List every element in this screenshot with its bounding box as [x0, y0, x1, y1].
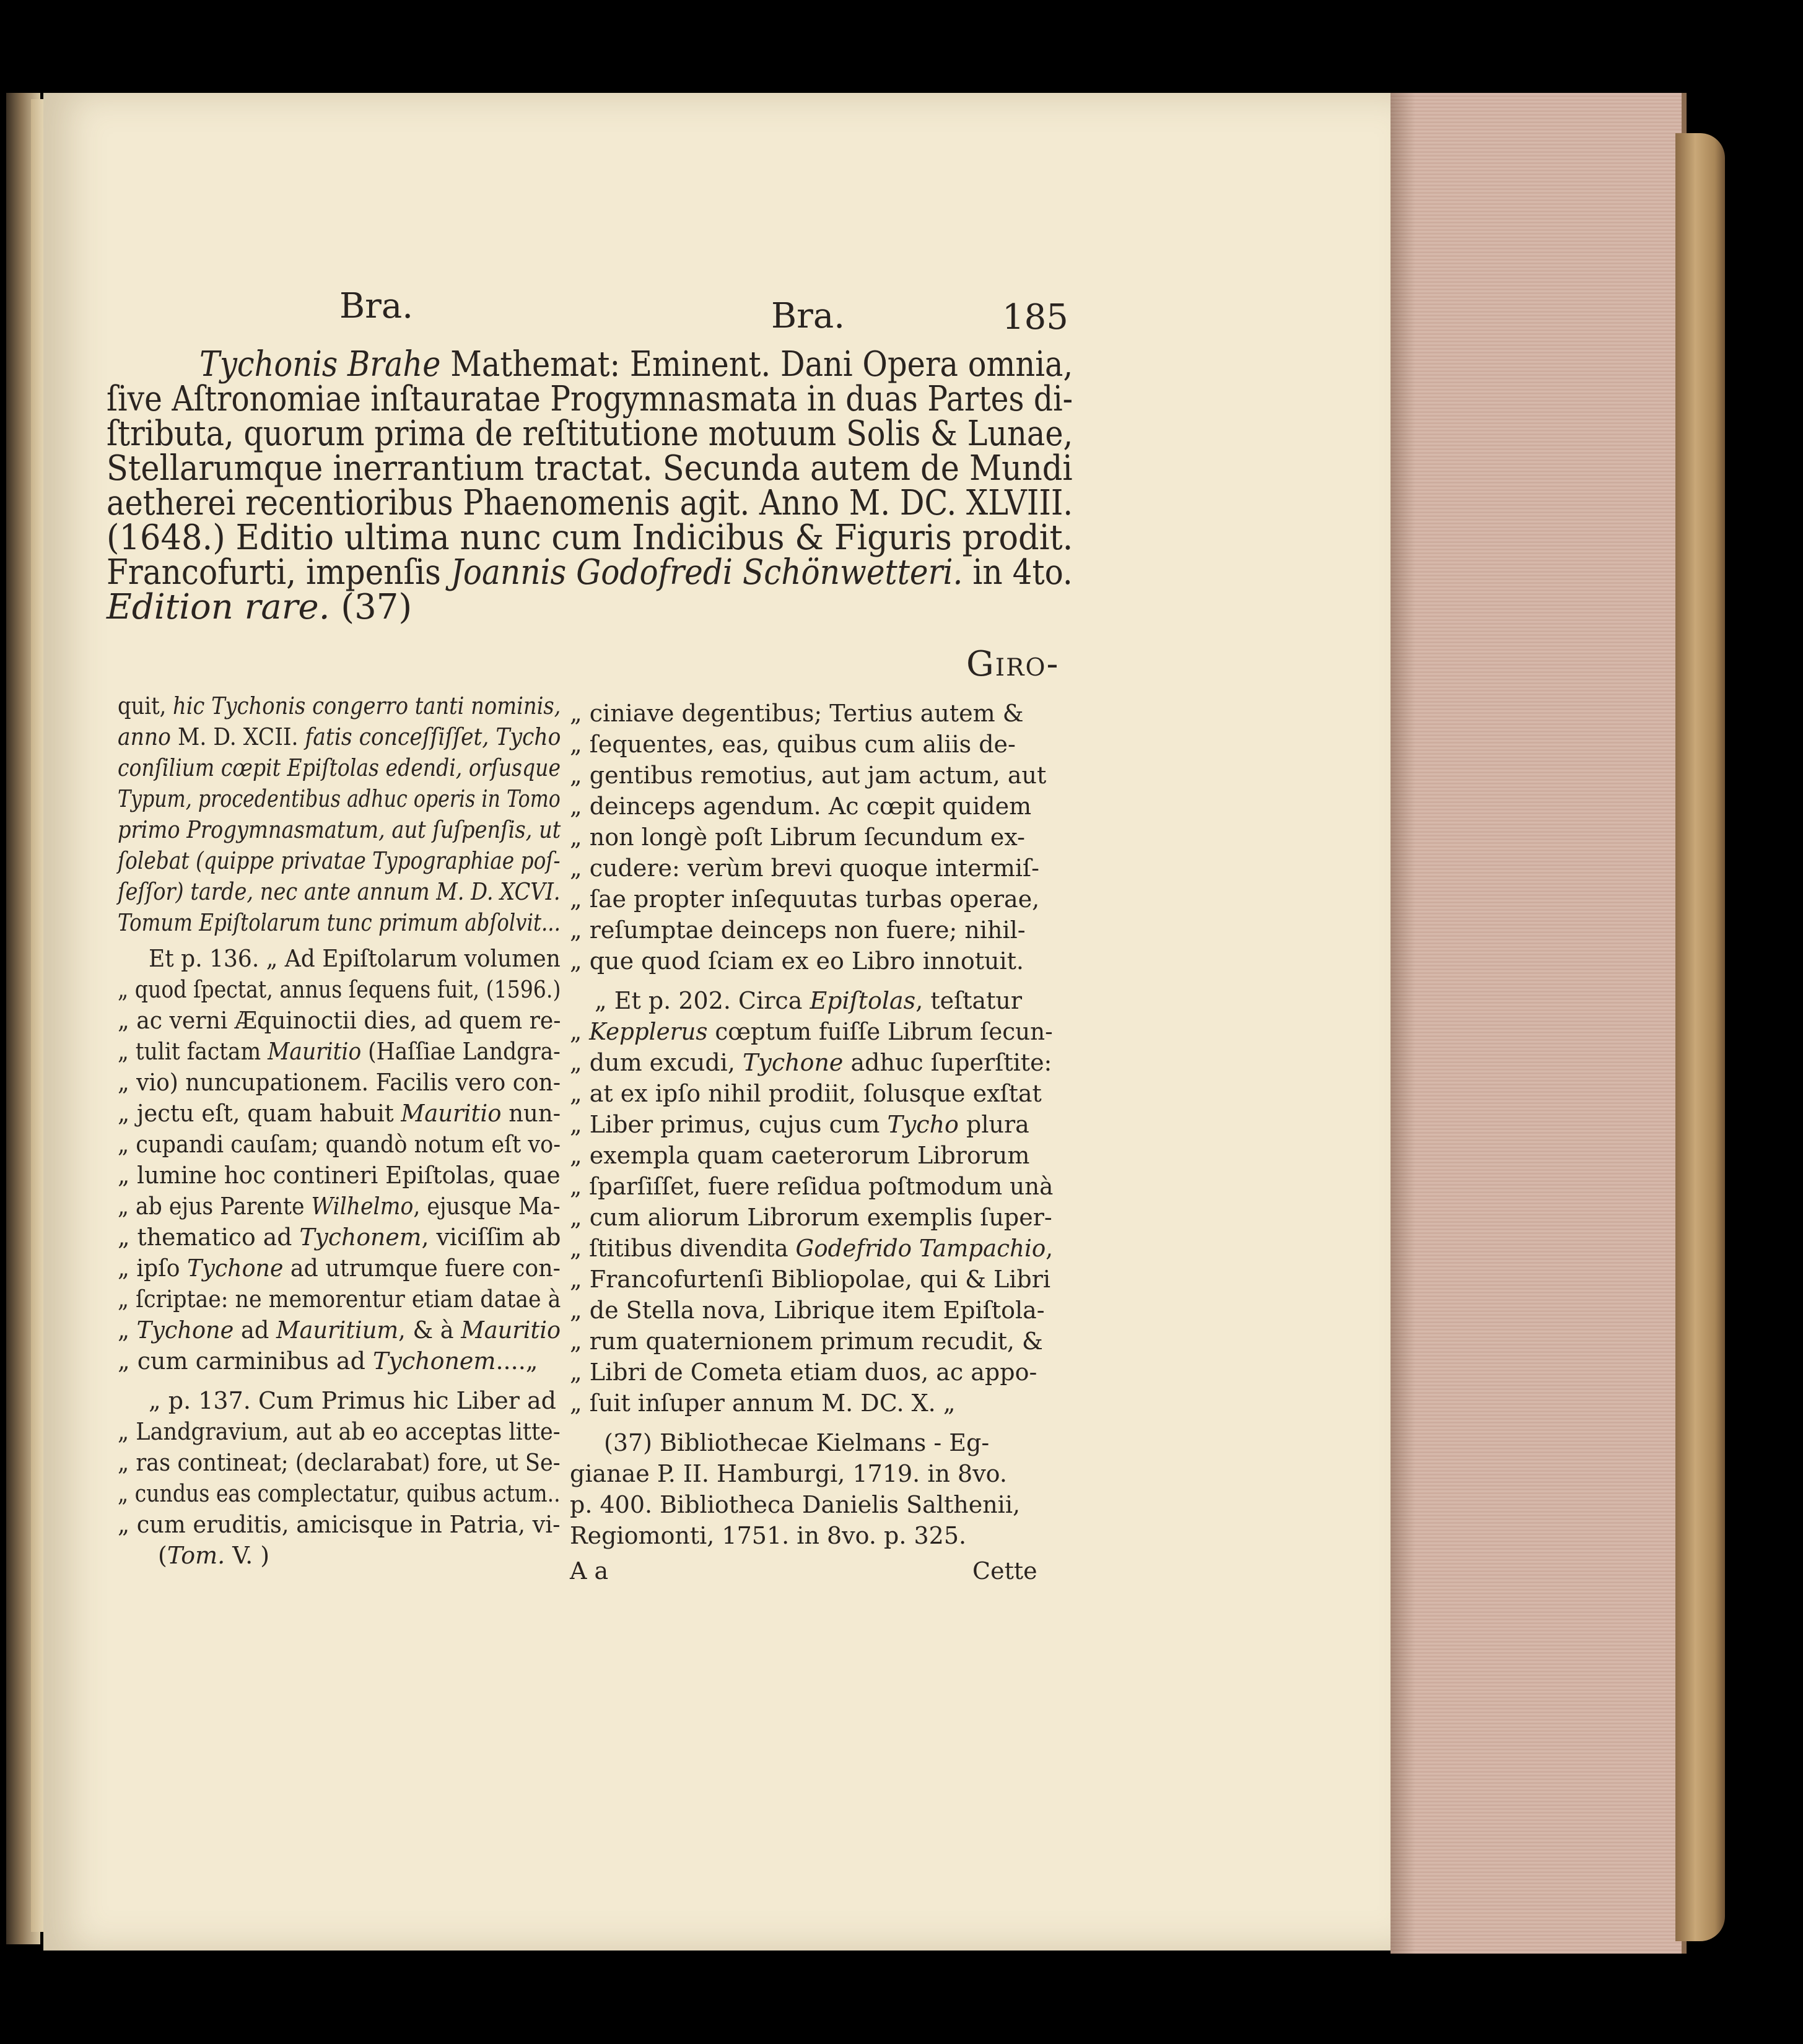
book-binding [1675, 133, 1725, 1941]
text-run: (37) [330, 587, 413, 627]
right-column-line [570, 1328, 1043, 1355]
left-column-line [118, 1038, 561, 1065]
right-column-line [570, 1049, 1052, 1076]
text-run: (1648.) Editio ultima nunc cum Indicibus & Figuris prodit. [107, 518, 1073, 558]
text-run: Mauritio [268, 1038, 362, 1065]
text-run: ....„ [495, 1347, 538, 1375]
text-run: „ Liber primus, cujus cum [570, 1111, 888, 1138]
right-column-line [570, 1297, 1045, 1324]
right-column-line [570, 793, 1031, 820]
text-run: „ cundus eas complectatur, quibus actum.. [118, 1480, 561, 1507]
right-column-line [570, 1522, 966, 1549]
left-column-line [118, 1255, 561, 1282]
right-column-line [570, 700, 1024, 727]
text-run: primo Progymnasmatum, aut ſuſpenſis, ut [118, 816, 561, 843]
text-run: Tychonis Brahe [199, 344, 441, 385]
left-column-line [118, 692, 561, 720]
text-run: „ reſumptae deinceps non fuere; nihil- [570, 916, 1026, 944]
right-column-line [570, 1142, 1029, 1169]
left-column-line [158, 1542, 269, 1569]
page-edge-shadow [1390, 93, 1415, 1954]
text-run: „ ras contineat; (declarabat) fore, ut Se- [118, 1449, 561, 1476]
text-run: Godefrido Tampachio [795, 1235, 1046, 1262]
right-column-line [570, 1080, 1042, 1107]
left-column-line [118, 878, 561, 905]
text-run: Tom. [167, 1542, 225, 1569]
right-column-line [570, 855, 1039, 882]
text-run: „ ſuit inſuper annum M. DC. X. „ [570, 1389, 956, 1417]
text-run: „ ſtitibus divendita [570, 1235, 796, 1262]
text-run: „ ſequentes, eas, quibus cum aliis de- [570, 731, 1016, 758]
text-run: Wilhelmo [311, 1193, 414, 1220]
text-run: ad [234, 1316, 277, 1344]
text-run: Regiomonti, 1751. in 8vo. p. 325. [570, 1522, 967, 1549]
left-column-line [118, 1418, 561, 1445]
left-column-line [118, 785, 561, 812]
left-column-line [118, 754, 561, 781]
text-run: Tychone [136, 1316, 234, 1344]
text-run: , teſtatur [915, 987, 1023, 1014]
intro-lines-line [107, 587, 412, 627]
text-run: p. 400. Bibliotheca Danielis Salthenii, [570, 1491, 1021, 1518]
left-column-line [118, 1511, 561, 1538]
left-column-line [118, 909, 561, 936]
text-run: „ Libri de Cometa etiam duos, ac appo- [570, 1359, 1037, 1386]
text-run: Mauritium [276, 1316, 399, 1344]
text-run: ( [158, 1542, 167, 1569]
text-run: Joannis Godofredi Schönwetteri. [450, 552, 963, 593]
text-run: V. ) [225, 1542, 270, 1569]
text-run: „ gentibus remotius, aut jam actum, aut [570, 762, 1047, 789]
text-run: ſive Aſtronomiae inſtauratae Progymnasmata in duas Partes di- [107, 379, 1073, 419]
left-column-line [118, 1224, 561, 1251]
text-run: Stellarumque inerrantium tractat. Secunda autem de Mundi [107, 448, 1073, 489]
text-run: „ ſcriptae: ne memorentur etiam datae à [118, 1285, 561, 1313]
text-run: M. D. XCII. [170, 723, 305, 750]
text-run: Epiſtolas [810, 987, 916, 1014]
text-run: „ rum quaternionem primum recudit, & [570, 1328, 1043, 1355]
text-run: „ cum carminibus ad [118, 1347, 373, 1375]
left-column-line [118, 1347, 538, 1375]
signature-mark: A a [570, 1557, 609, 1585]
text-run: „ Landgravium, aut ab eo acceptas litte- [118, 1418, 561, 1445]
left-column-line [118, 1007, 561, 1034]
text-run: Francofurti, impenſis [107, 552, 451, 593]
text-run: „ thematico ad [118, 1224, 300, 1251]
text-run: Tomum Epiſtolarum tunc primum abſolvit... [118, 909, 561, 936]
left-column-line [149, 945, 561, 972]
text-run: Et p. 136. „ Ad Epiſtolarum volumen [149, 945, 561, 972]
text-run: „ cudere: verùm brevi quoque intermiſ- [570, 855, 1039, 882]
text-run: gianae P. II. Hamburgi, 1719. in 8vo. [570, 1460, 1007, 1487]
left-column-line [118, 1100, 561, 1127]
text-run: „ cum eruditis, amicisque in Patria, vi- [118, 1511, 561, 1538]
right-column-line [570, 762, 1046, 789]
text-run: (Haſſiae Landgra- [361, 1038, 561, 1065]
text-run: „ ſae propter inſequutas turbas operae, [570, 885, 1040, 913]
text-run: Tychone [187, 1255, 284, 1282]
left-column-line [118, 816, 561, 843]
text-run: anno [118, 723, 171, 750]
text-run: Mathemat: Eminent. Dani Opera omnia, [440, 344, 1073, 385]
text-run: „ [118, 1316, 137, 1344]
text-run: „ ciniave degentibus; Tertius autem & [570, 700, 1024, 727]
left-column-line [118, 1193, 561, 1220]
right-column-line [570, 1173, 1053, 1200]
right-column-line [570, 1266, 1050, 1293]
catchword-bottom: Cette [972, 1557, 1037, 1585]
text-run: „ ſparſiſſet, fuere reſidua poſtmodum unà [570, 1173, 1054, 1200]
text-run: Mauritio [461, 1316, 561, 1344]
text-run: „ dum excudi, [570, 1049, 743, 1076]
text-run: „ de Stella nova, Librique item Epiſtola- [570, 1297, 1045, 1324]
text-run: „ ab ejus Parente [118, 1193, 312, 1220]
text-run: „ Et p. 202. Circa [595, 987, 810, 1014]
text-run: hic Tychonis congerro tanti nominis, [173, 692, 561, 720]
text-run: „ at ex ipſo nihil prodiit, ſolusque exſtat [570, 1080, 1042, 1107]
left-column-line [118, 1131, 561, 1158]
text-run: , viciſſim ab [421, 1224, 561, 1251]
left-column-line [118, 1480, 561, 1507]
text-run: aetherei recentioribus Phaenomenis agit. Anno M. DC. XLVIII. [107, 483, 1073, 523]
text-run: „ cum aliorum Librorum exemplis ſuper- [570, 1204, 1052, 1231]
page-number: 185 [1002, 297, 1068, 337]
left-column-line [118, 1069, 561, 1096]
right-column-line [570, 947, 1024, 975]
catchword-top: Giro- [966, 644, 1060, 684]
right-column-line [570, 1111, 1029, 1138]
text-run: quit, [118, 692, 173, 720]
right-column-line [570, 1389, 956, 1417]
text-run: „ cupandi cauſam; quandò notum eſt vo- [118, 1131, 561, 1158]
text-run: fatis conceſſiſſet, Tycho [305, 723, 561, 750]
running-head-center: Bra. [771, 296, 845, 336]
text-run: Edition rare. [107, 587, 330, 627]
text-run: „ que quod ſciam ex eo Libro innotuit. [570, 947, 1024, 975]
text-run: Tycho [887, 1111, 959, 1138]
right-column-line [570, 916, 1026, 944]
left-column-line [118, 1285, 561, 1313]
text-run: „ exempla quam caeterorum Librorum [570, 1142, 1030, 1169]
text-run: Mauritio [401, 1100, 502, 1127]
text-run: ſeſſor) tarde, nec ante annum M. D. XCVI. [118, 878, 561, 905]
text-run: „ ipſo [118, 1255, 188, 1282]
text-run: „ vio) nuncupationem. Facilis vero con- [118, 1069, 561, 1096]
text-run: „ jectu eſt, quam habuit [118, 1100, 401, 1127]
text-run: „ ac verni Æquinoctii dies, ad quem re- [118, 1007, 561, 1034]
right-column-line [570, 1018, 1053, 1045]
text-run: Tychone [743, 1049, 844, 1076]
left-column-line [118, 847, 561, 874]
text-run: „ quod ſpectat, annus ſequens fuit, (1596.) [118, 976, 561, 1003]
right-column-line [570, 1204, 1052, 1231]
text-run: ad utrumque fuere con- [283, 1255, 561, 1282]
text-run: cœptum fuiſſe Librum ſecun- [707, 1018, 1053, 1045]
right-column-line [595, 987, 1022, 1014]
right-column-line [570, 731, 1016, 758]
text-run: conſilium cœpit Epiſtolas edendi, orſusque [118, 754, 561, 781]
right-column-line [570, 824, 1025, 851]
text-run: (37) Bibliothecae Kielmans - Eg- [604, 1429, 990, 1456]
text-run: „ [570, 1018, 590, 1045]
right-column-line [570, 1359, 1037, 1386]
text-run: Typum, procedentibus adhuc operis in Tomo [118, 785, 561, 812]
text-run: adhuc ſuperſtite: [843, 1049, 1052, 1076]
text-run: nun- [501, 1100, 561, 1127]
text-run: „ deinceps agendum. Ac cœpit quidem [570, 793, 1032, 820]
right-column-line [604, 1429, 989, 1456]
page-block-edge [1390, 93, 1687, 1954]
text-run: ſolebat (quippe privatae Typographiae poſ- [118, 847, 561, 874]
text-run: „ Francofurtenſi Bibliopolae, qui & Libri [570, 1266, 1051, 1293]
left-column-line [118, 723, 561, 750]
left-column-line [149, 1387, 556, 1414]
text-run: plura [958, 1111, 1029, 1138]
left-column-line [118, 1316, 561, 1344]
text-run: ſtributa, quorum prima de reſtitutione motuum Solis & Lunae, [107, 414, 1073, 454]
text-run: „ non longè poſt Librum ſecundum ex- [570, 824, 1025, 851]
right-column-line [570, 1491, 1020, 1518]
text-run: , [1046, 1235, 1054, 1262]
text-run: „ p. 137. Cum Primus hic Liber ad [149, 1387, 556, 1414]
left-column-line [118, 976, 561, 1003]
text-run: , & à [398, 1316, 461, 1344]
right-column-line [570, 1235, 1053, 1262]
left-column-line [118, 1162, 561, 1189]
text-run: in 4to. [963, 552, 1073, 593]
left-column-line [118, 1449, 561, 1476]
text-run: Tychonem [373, 1347, 496, 1375]
text-run: Kepplerus [589, 1018, 708, 1045]
text-run: Tychonem [299, 1224, 422, 1251]
text-run: „ lumine hoc contineri Epiſtolas, quae [118, 1162, 561, 1189]
text-run: , ejusque Ma- [413, 1193, 561, 1220]
text-run: „ tulit factam [118, 1038, 268, 1065]
running-head-left: Bra. [339, 286, 414, 326]
right-column-line [570, 885, 1039, 913]
right-column-line [570, 1460, 1007, 1487]
